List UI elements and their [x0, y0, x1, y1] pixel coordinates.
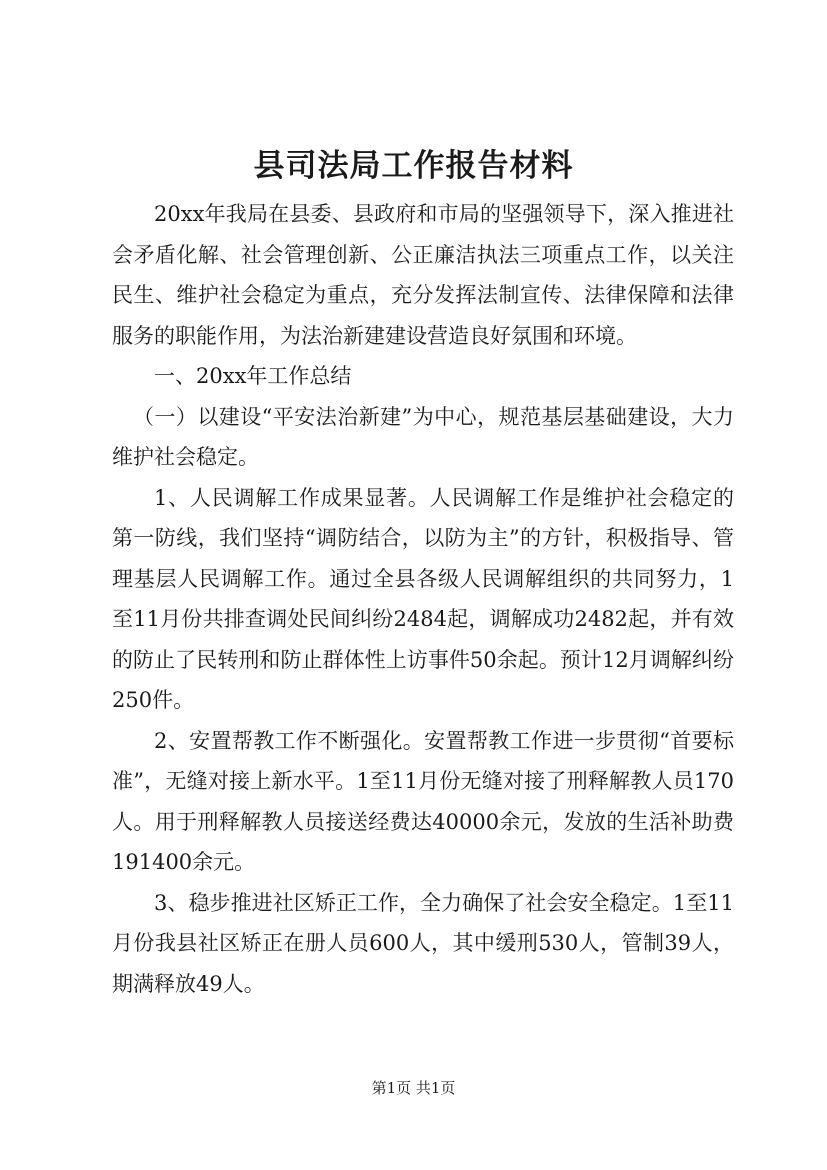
document-body	[112, 194, 734, 1004]
paragraph-community-correction: 3、稳步推进社区矫正工作，全力确保了社会安全稳定。1至11月份我县社区矫正在册人员600人，其中缓刑530人，管制39人，期满释放49人。	[112, 890, 734, 996]
paragraph-mediation: 1、人民调解工作成果显著。人民调解工作是维护社会稳定的第一防线，我们坚持“调防结合，以防为主”的方针，积极指导、管理基层人民调解工作。通过全县各级人民调解组织的共同努力，1至11月份共排查调处民间纠纷2484起，调解成功2482起，并有效的防止了民转刑和防止群体性上访事件50余起。预计12月调解纠纷250件。	[112, 485, 734, 712]
document-title: 县司法局工作报告材料	[253, 148, 574, 184]
paragraph-intro: 20xx年我局在县委、县政府和市局的坚强领导下，深入推进社会矛盾化解、社会管理创新、公正廉洁执法三项重点工作，以关注民生、维护社会稳定为重点，充分发挥法制宣传、法律保障和法律服务的职能作用，为法治新建建设营造良好氛围和环境。	[112, 202, 734, 348]
subsection-heading: （一）以建设“平安法治新建”为中心，规范基层基础建设，大力维护社会稳定。	[112, 404, 734, 469]
page-footer: 第1页 共1页	[371, 1079, 456, 1097]
section-heading: 一、20xx年工作总结	[154, 364, 352, 388]
paragraph-resettlement: 2、安置帮教工作不断强化。安置帮教工作进一步贯彻“首要标准”，无缝对接上新水平。1至11月份无缝对接了刑释解教人员170人。用于刑释解教人员接送经费达40000余元，发放的生活补助费191400余元。	[112, 728, 734, 874]
